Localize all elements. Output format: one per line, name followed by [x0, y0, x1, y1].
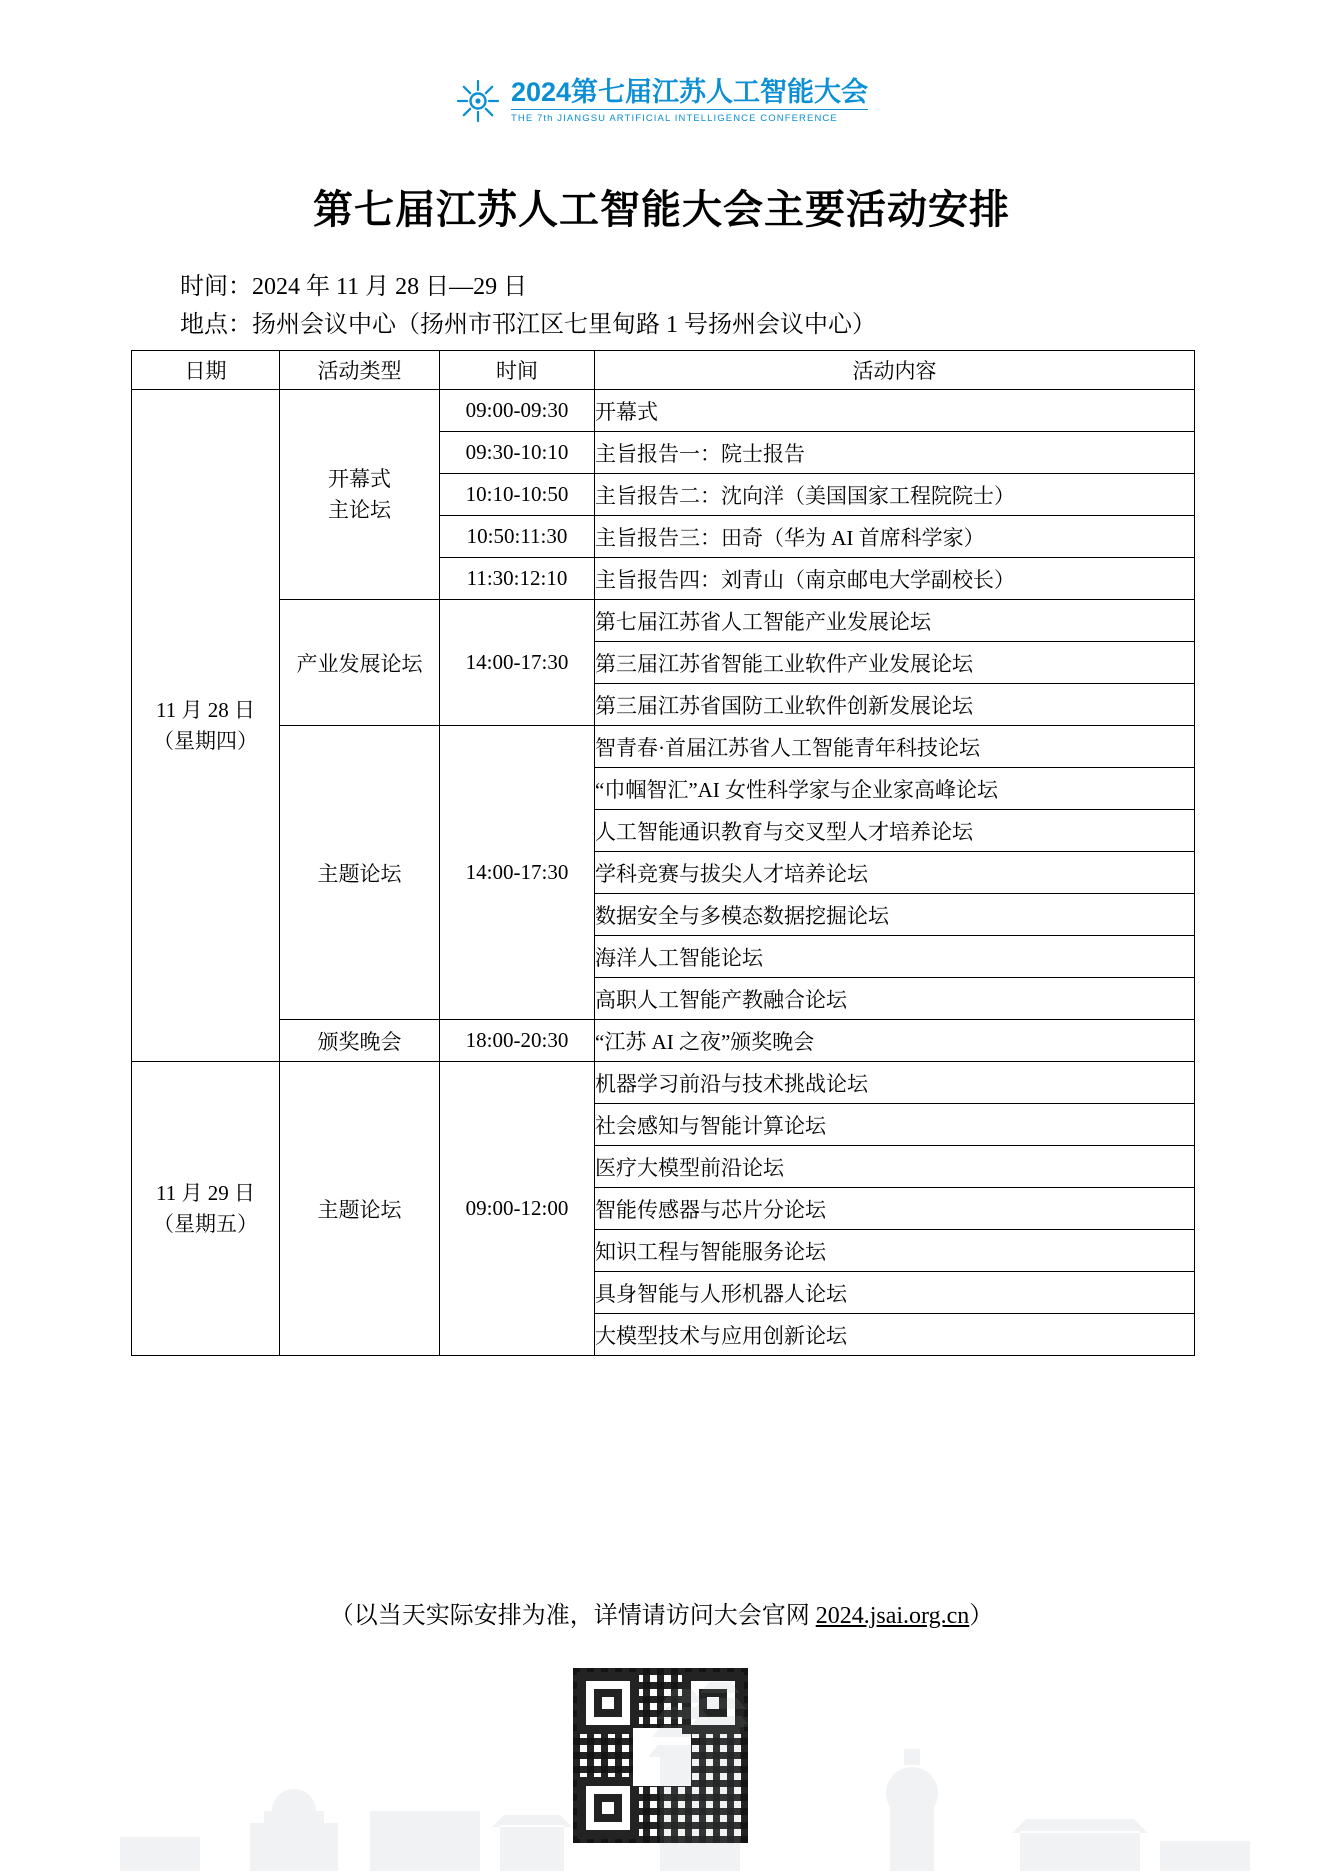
- qr-code: [573, 1668, 748, 1843]
- event-time: 时间：2024 年 11 月 28 日—29 日: [180, 274, 528, 300]
- cell-time: 14:00-17:30: [440, 600, 595, 726]
- cell-content: 社会感知与智能计算论坛: [595, 1104, 1195, 1146]
- cell-content: 主旨报告三：田奇（华为 AI 首席科学家）: [595, 516, 1195, 558]
- cell-content: 主旨报告四：刘青山（南京邮电大学副校长）: [595, 558, 1195, 600]
- cell-date: 11 月 28 日 （星期四）: [132, 390, 280, 1062]
- cell-type: 开幕式 主论坛: [280, 390, 440, 600]
- cell-content: 第三届江苏省智能工业软件产业发展论坛: [595, 642, 1195, 684]
- schedule-table: [131, 350, 1195, 1356]
- cell-time: 09:30-10:10: [440, 432, 595, 474]
- table-row: [132, 1020, 1195, 1062]
- logo-wrap: [455, 78, 868, 124]
- logo-title: [511, 78, 868, 106]
- cell-content: 第三届江苏省国防工业软件创新发展论坛: [595, 684, 1195, 726]
- cell-type: 主题论坛: [280, 726, 440, 1020]
- cell-time: 09:00-09:30: [440, 390, 595, 432]
- table-row: [132, 726, 1195, 768]
- event-meta: [180, 268, 876, 345]
- ai-conference-logo-icon: [455, 78, 501, 124]
- cell-date: 11 月 29 日 （星期五）: [132, 1062, 280, 1356]
- cell-content: 主旨报告一：院士报告: [595, 432, 1195, 474]
- cell-content: 开幕式: [595, 390, 1195, 432]
- cell-content: 智能传感器与芯片分论坛: [595, 1188, 1195, 1230]
- cell-time: 09:00-12:00: [440, 1062, 595, 1356]
- cell-content: 海洋人工智能论坛: [595, 936, 1195, 978]
- conference-website-link[interactable]: 2024.jsai.org.cn: [815, 1603, 970, 1629]
- cell-content: 机器学习前沿与技术挑战论坛: [595, 1062, 1195, 1104]
- cell-type: 颁奖晚会: [280, 1020, 440, 1062]
- footer-note-suffix: ）: [969, 1603, 994, 1629]
- th-content: 活动内容: [595, 351, 1195, 390]
- cell-content: 高职人工智能产教融合论坛: [595, 978, 1195, 1020]
- qr-center-quiet-zone: [633, 1728, 691, 1786]
- table-row: [132, 1062, 1195, 1104]
- cell-time: 10:50:11:30: [440, 516, 595, 558]
- cell-type: 产业发展论坛: [280, 600, 440, 726]
- logo-year: 2024: [510, 77, 572, 107]
- cell-content: 人工智能通识教育与交叉型人才培养论坛: [595, 810, 1195, 852]
- th-time: 时间: [440, 351, 595, 390]
- cell-content: 医疗大模型前沿论坛: [595, 1146, 1195, 1188]
- cell-time: 10:10-10:50: [440, 474, 595, 516]
- th-date: 日期: [132, 351, 280, 390]
- footer-note: [0, 1595, 1323, 1630]
- logo-text-block: [511, 78, 868, 124]
- table-row: [132, 600, 1195, 642]
- schedule-table-wrap: [131, 350, 1194, 1356]
- cell-content: 数据安全与多模态数据挖掘论坛: [595, 894, 1195, 936]
- footer-note-prefix: （以当天实际安排为准，详情请访问大会官网: [329, 1603, 816, 1629]
- cell-content: 大模型技术与应用创新论坛: [595, 1314, 1195, 1356]
- cell-content: 第七届江苏省人工智能产业发展论坛: [595, 600, 1195, 642]
- cell-time: 14:00-17:30: [440, 726, 595, 1020]
- table-row: [132, 390, 1195, 432]
- cell-content: 学科竞赛与拔尖人才培养论坛: [595, 852, 1195, 894]
- cell-content: 具身智能与人形机器人论坛: [595, 1272, 1195, 1314]
- cell-time: 18:00-20:30: [440, 1020, 595, 1062]
- th-type: 活动类型: [280, 351, 440, 390]
- logo-divider: [511, 109, 868, 110]
- logo-subtitle-en: THE 7th JIANGSU ARTIFICIAL INTELLIGENCE CONFERENCE: [510, 113, 838, 125]
- cell-content: 主旨报告二：沈向洋（美国国家工程院院士）: [595, 474, 1195, 516]
- page-title: 第七届江苏人工智能大会主要活动安排: [313, 187, 1010, 232]
- cell-content: 智青春·首届江苏省人工智能青年科技论坛: [595, 726, 1195, 768]
- event-place: 地点：扬州会议中心（扬州市邗江区七里甸路 1 号扬州会议中心）: [180, 312, 876, 339]
- cell-type: 主题论坛: [280, 1062, 440, 1356]
- cell-time: 11:30:12:10: [440, 558, 595, 600]
- cell-content: “江苏 AI 之夜”颁奖晚会: [595, 1020, 1195, 1062]
- logo-title-cn: 第七届江苏人工智能大会: [571, 77, 869, 107]
- qr-finder-bottom-left: [577, 1777, 639, 1839]
- cell-content: 知识工程与智能服务论坛: [595, 1230, 1195, 1272]
- conference-logo-header: [0, 78, 1323, 124]
- table-header-row: [132, 351, 1195, 390]
- cell-content: “巾帼智汇”AI 女性科学家与企业家高峰论坛: [595, 768, 1195, 810]
